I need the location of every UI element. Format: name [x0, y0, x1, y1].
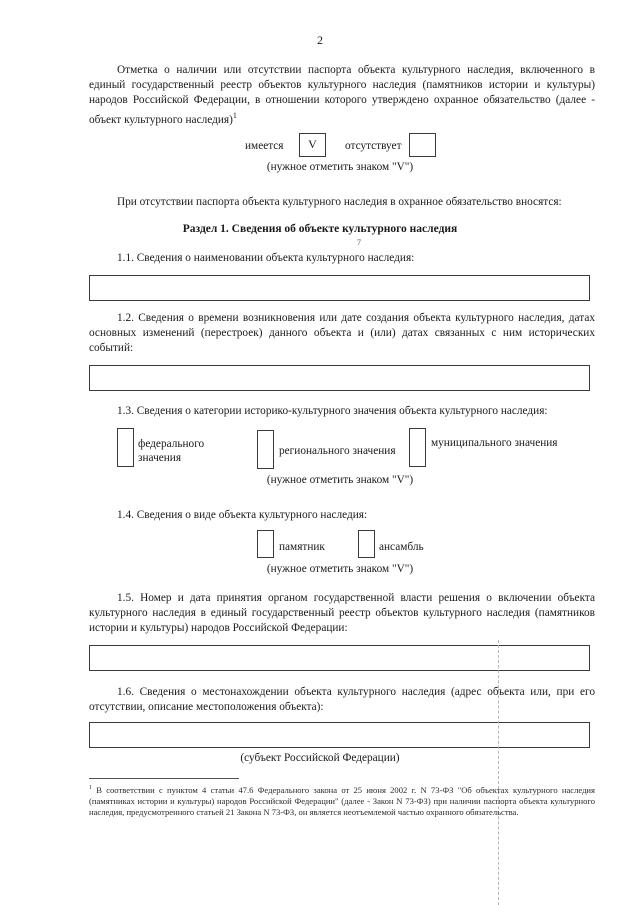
type-monument-label: памятник [279, 541, 325, 553]
item-1-4-label: 1.4. Сведения о виде объекта культурного наследия: [117, 509, 368, 521]
passport-hint: (нужное отметить знаком "V") [266, 161, 414, 173]
stray-mark: 7 [357, 238, 361, 247]
type-ensemble-label: ансамбль [379, 541, 424, 553]
type-monument-checkbox[interactable] [257, 530, 274, 558]
passport-absent-label: отсутствует [345, 140, 402, 152]
item-1-5-label: 1.5. Номер и дата принятия органом государственной власти решения о включении объекта культурного наследия в единый государственный реестр объектов культурного наследия (памятников истории и культуры) народов Российской Федерации: [89, 592, 595, 634]
passport-absent-checkbox[interactable] [409, 133, 436, 157]
item-1-5-field[interactable] [89, 645, 590, 671]
item-1-6-label: 1.6. Сведения о местонахождении объекта культурного наследия (адрес объекта или, при его отсутствии, описание местоположения объекта): [89, 686, 595, 713]
item-1-2-label: 1.2. Сведения о времени возникновения или дате создания объекта культурного наследия, датах основных изменений (перестроек) данного объекта и (или) датах связанных с ним исторических событий: [89, 312, 595, 354]
scan-artifact-line [498, 640, 499, 905]
item-1-2-field[interactable] [89, 365, 590, 391]
item-1-1-field[interactable] [89, 275, 590, 301]
footnote-divider [89, 778, 239, 779]
footnote-mark: 1 [89, 785, 92, 791]
item-1-6-paragraph [89, 685, 595, 715]
category-federal-checkbox[interactable] [117, 428, 134, 467]
category-federal-label: федерального значения [138, 438, 205, 464]
type-hint: (нужное отметить знаком "V") [266, 563, 414, 575]
item-1-1-label: 1.1. Сведения о наименовании объекта культурного наследия: [117, 252, 415, 264]
category-hint: (нужное отметить знаком "V") [266, 474, 414, 486]
footnote-ref: 1 [232, 111, 237, 120]
category-municipal-label: муниципального значения [431, 437, 558, 449]
section-title: Раздел 1. Сведения об объекте культурного наследия [182, 223, 458, 235]
category-municipal-checkbox[interactable] [409, 428, 426, 467]
footnote-text: В соответствии с пунктом 4 статьи 47.6 Федерального закона от 25 июня 2002 г. N 73-ФЗ "Об объектах культурного наследия (памятниках истории и культуры) народов Российской Федерации" (далее - Закон N 73-ФЗ) при наличии паспорта объекта культурного наследия, предусмотренного статьей 21 Закона N 73-ФЗ, он является неотъемлемой частью охранного обязательства. [89, 784, 595, 817]
intro-text: Отметка о наличии или отсутствии паспорта объекта культурного наследия, включенного в единый государственный реестр объектов культурного наследия (памятников истории и культуры) народов Российской Федерации, в отношении которого утверждено охранное обязательство (далее - объект культурного наследия) [89, 64, 595, 126]
category-regional-label: регионального значения [279, 445, 396, 457]
type-ensemble-checkbox[interactable] [358, 530, 375, 558]
intro-paragraph [89, 63, 595, 128]
item-1-3-label: 1.3. Сведения о категории историко-культурного значения объекта культурного наследия: [117, 405, 548, 417]
item-1-6-field[interactable] [89, 722, 590, 748]
item-1-5-paragraph [89, 591, 595, 636]
passport-has-label: имеется [245, 140, 284, 152]
category-regional-checkbox[interactable] [257, 430, 274, 469]
item-1-2-paragraph [89, 311, 595, 356]
passport-has-checkbox[interactable]: V [299, 133, 326, 157]
region-caption: (субъект Российской Федерации) [240, 752, 400, 764]
footnote [89, 783, 595, 818]
page-number: 2 [317, 33, 323, 47]
absence-note: При отсутствии паспорта объекта культурного наследия в охранное обязательство вносятся: [117, 196, 562, 208]
